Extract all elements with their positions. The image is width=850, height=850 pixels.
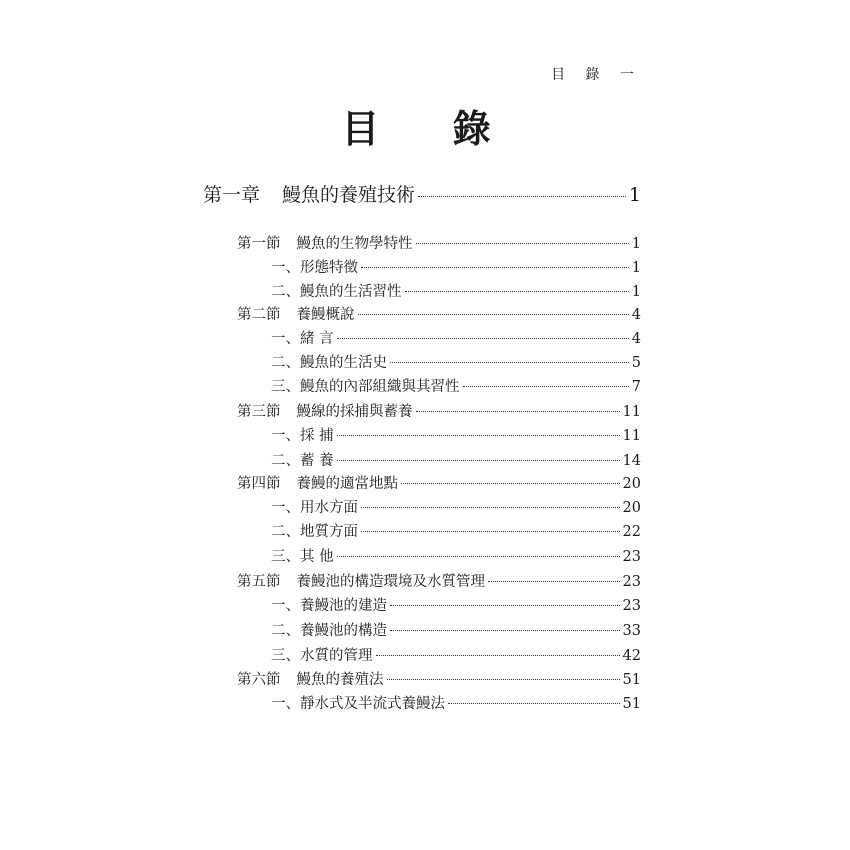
toc-label: 二、 bbox=[271, 623, 300, 639]
toc-title: 鰻魚的養殖法 bbox=[296, 672, 384, 688]
leader-dots bbox=[405, 291, 629, 292]
toc-page-number: 51 bbox=[622, 696, 641, 712]
toc-page-number: 42 bbox=[622, 648, 641, 664]
leader-dots bbox=[401, 483, 620, 484]
toc-title: 蓄 養 bbox=[300, 453, 334, 469]
toc-section bbox=[237, 472, 641, 493]
page-title: 目 錄 bbox=[341, 106, 521, 151]
leader-dots bbox=[387, 679, 620, 680]
toc-page-number: 51 bbox=[622, 672, 641, 688]
leader-dots bbox=[390, 630, 620, 631]
leader-dots bbox=[416, 243, 629, 244]
toc-item bbox=[271, 644, 641, 665]
toc-title: 鰻魚的生活習性 bbox=[300, 284, 402, 300]
leader-dots bbox=[358, 314, 629, 315]
toc-label: 第五節 bbox=[237, 574, 281, 590]
toc-page-number: 11 bbox=[622, 404, 641, 420]
toc-title: 靜水式及半流式養鰻法 bbox=[300, 696, 445, 712]
toc-title: 鰻魚的內部組織與其習性 bbox=[300, 379, 460, 395]
toc-page-number: 1 bbox=[628, 184, 641, 206]
toc-page-number: 1 bbox=[631, 236, 641, 252]
toc-label: 二、 bbox=[271, 355, 300, 371]
toc-label: 一、 bbox=[271, 696, 300, 712]
toc-item bbox=[271, 520, 641, 541]
toc-item bbox=[271, 280, 641, 301]
toc-page-number: 1 bbox=[631, 284, 641, 300]
toc-label: 二、 bbox=[271, 284, 300, 300]
leader-dots bbox=[337, 460, 620, 461]
toc-item bbox=[271, 351, 641, 372]
toc-page-number: 20 bbox=[622, 476, 641, 492]
toc-section bbox=[237, 570, 641, 591]
leader-dots bbox=[416, 411, 620, 412]
leader-dots bbox=[463, 386, 629, 387]
toc-label: 第二節 bbox=[237, 307, 281, 323]
toc-title: 養鰻池的建造 bbox=[300, 598, 387, 614]
toc-label: 一、 bbox=[271, 500, 300, 516]
toc-page-number: 14 bbox=[622, 453, 641, 469]
leader-dots bbox=[418, 196, 626, 197]
toc-page-number: 23 bbox=[622, 549, 641, 565]
toc-item bbox=[271, 449, 641, 470]
toc-item bbox=[271, 545, 641, 566]
toc-label: 三、 bbox=[271, 549, 300, 565]
leader-dots bbox=[376, 655, 620, 656]
toc-item bbox=[271, 692, 641, 713]
running-head: 目 錄 一 bbox=[551, 67, 642, 83]
toc-page-number: 5 bbox=[631, 355, 641, 371]
toc-title: 養鰻的適當地點 bbox=[296, 476, 398, 492]
toc-item bbox=[271, 375, 641, 396]
toc-title: 鰻魚的養殖技術 bbox=[282, 184, 416, 206]
toc-title: 水質的管理 bbox=[300, 648, 373, 664]
toc-page-number: 4 bbox=[631, 307, 641, 323]
toc-label: 第六節 bbox=[237, 672, 281, 688]
toc-label: 第三節 bbox=[237, 404, 281, 420]
toc-title: 養鰻池的構造環境及水質管理 bbox=[296, 574, 485, 590]
toc-label: 一、 bbox=[271, 260, 300, 276]
toc-title: 養鰻概說 bbox=[296, 307, 355, 323]
toc-label: 第四節 bbox=[237, 476, 281, 492]
toc-page-number: 20 bbox=[622, 500, 641, 516]
toc-item bbox=[271, 619, 641, 640]
toc-chapter bbox=[203, 180, 641, 207]
leader-dots bbox=[337, 556, 620, 557]
toc-section bbox=[237, 303, 641, 324]
toc-item bbox=[271, 496, 641, 517]
toc-label: 一、 bbox=[271, 598, 300, 614]
toc-page-number: 22 bbox=[622, 524, 641, 540]
toc-page-number: 11 bbox=[622, 428, 641, 444]
toc-item bbox=[271, 256, 641, 277]
toc-page-number: 1 bbox=[631, 260, 641, 276]
toc-title: 鰻魚的生物學特性 bbox=[296, 236, 413, 252]
toc-title: 緒 言 bbox=[300, 331, 334, 347]
toc-title: 採 捕 bbox=[300, 428, 334, 444]
toc-page-number: 33 bbox=[622, 623, 641, 639]
toc-page-number: 7 bbox=[631, 379, 641, 395]
toc-page-number: 4 bbox=[631, 331, 641, 347]
leader-dots bbox=[390, 605, 620, 606]
leader-dots bbox=[337, 435, 620, 436]
toc-title: 地質方面 bbox=[300, 524, 358, 540]
toc-title: 形態特徵 bbox=[300, 260, 358, 276]
toc-title: 用水方面 bbox=[300, 500, 358, 516]
leader-dots bbox=[390, 362, 629, 363]
toc-label: 三、 bbox=[271, 648, 300, 664]
leader-dots bbox=[361, 267, 629, 268]
leader-dots bbox=[337, 338, 629, 339]
toc-page-number: 23 bbox=[622, 574, 641, 590]
toc-label: 一、 bbox=[271, 331, 300, 347]
toc-item bbox=[271, 327, 641, 348]
toc-label: 二、 bbox=[271, 524, 300, 540]
toc-label: 三、 bbox=[271, 379, 300, 395]
toc-item bbox=[271, 594, 641, 615]
toc-label: 第一節 bbox=[237, 236, 281, 252]
toc-section bbox=[237, 668, 641, 689]
toc-title: 鰻魚的生活史 bbox=[300, 355, 387, 371]
toc-label: 一、 bbox=[271, 428, 300, 444]
toc-section bbox=[237, 232, 641, 253]
leader-dots bbox=[361, 531, 620, 532]
toc-page-number: 23 bbox=[622, 598, 641, 614]
toc-label: 二、 bbox=[271, 453, 300, 469]
toc-title: 鰻線的採捕與蓄養 bbox=[296, 404, 413, 420]
leader-dots bbox=[448, 703, 620, 704]
toc-title: 養鰻池的構造 bbox=[300, 623, 387, 639]
toc-label: 第一章 bbox=[203, 184, 261, 206]
toc-section bbox=[237, 400, 641, 421]
toc-title: 其 他 bbox=[300, 549, 334, 565]
toc-item bbox=[271, 424, 641, 445]
leader-dots bbox=[361, 507, 620, 508]
leader-dots bbox=[488, 581, 620, 582]
